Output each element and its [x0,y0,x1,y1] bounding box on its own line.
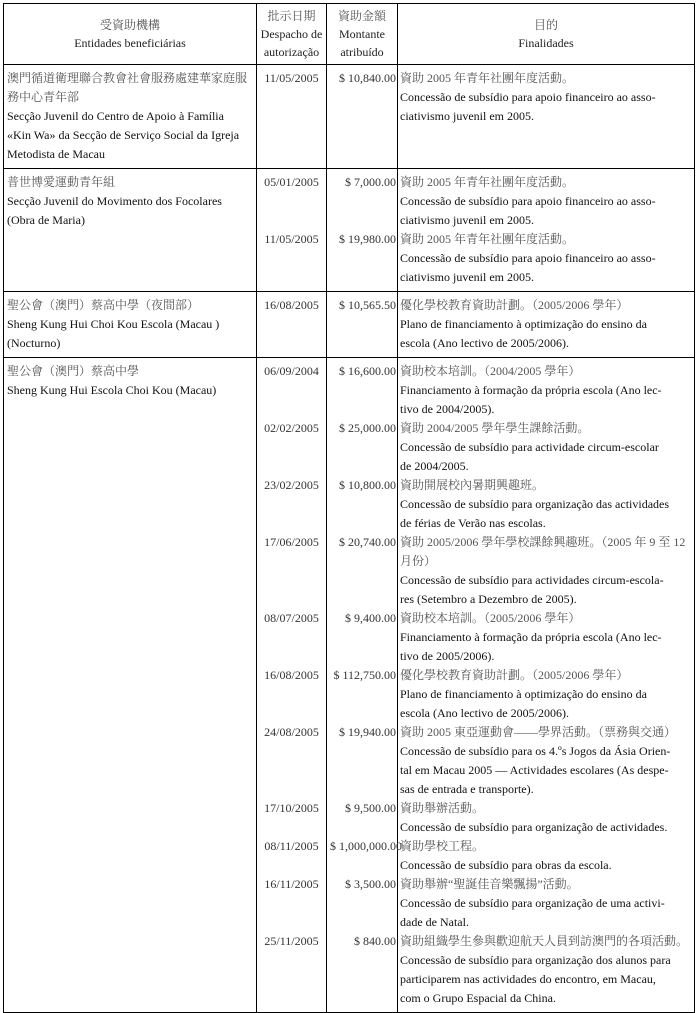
grant-purpose [398,65,695,169]
grant-purpose [398,292,695,358]
grant-date: 24/08/2005 [257,723,327,799]
entity-name-pt: Secção Juvenil do Centro de Apoio à Família [7,109,224,123]
grant-date: 05/01/2005 [257,169,327,231]
table-row [4,358,695,420]
grant-date: 11/05/2005 [257,230,327,292]
purpose-pt: Concessão de subsídio para organização de actividades. [400,820,668,834]
entity-name-pt: (Nocturno) [7,336,61,350]
header-amount-pt-1: Montante [339,27,385,41]
entity-name-zh: 務中心青年部 [7,90,80,104]
grant-amount: $ 10,840.00 [327,65,398,169]
purpose-pt: sas de entrada e transporte). [400,782,534,796]
grant-amount: $ 19,940.00 [327,723,398,799]
header-entity-zh: 受資助機構 [99,18,160,32]
purpose-pt: Concessão de subsídio para organização dos alunos para [400,953,671,967]
grant-date: 08/11/2005 [257,837,327,875]
entity-name-pt: Metodista de Macau [7,147,105,161]
purpose-pt: Financiamento à formação da própria escola (Ano lec- [400,383,662,397]
entity-name-zh: 澳門循道衛理聯合教會社會服務處建華家庭服 [7,71,248,85]
purpose-pt: escola (Ano lectivo de 2005/2006). [400,706,569,720]
grant-amount: $ 7,000.00 [327,169,398,231]
grant-date: 25/11/2005 [257,932,327,1013]
purpose-zh: 資助學校工程。 [400,839,485,853]
purpose-pt: Concessão de subsídio para actividades circum-escola- [400,573,664,587]
purpose-pt: Financiamento à formação da própria escola (Ano lec- [400,630,662,644]
purpose-pt: Concessão de subsídio para os 4.ºs Jogos da Ásia Orien- [400,744,671,758]
purpose-pt: com o Grupo Espacial da China. [400,991,556,1005]
purpose-pt: escola (Ano lectivo de 2005/2006). [400,336,569,350]
header-amount-pt-2: atribuído [340,45,384,59]
grant-purpose [398,533,695,609]
purpose-pt: Concessão de subsídio para actividade circum-escolar [400,440,659,454]
grant-amount: $ 3,500.00 [327,875,398,932]
purpose-pt: de férias de Verão nas escolas. [400,516,546,530]
header-date-pt-2: autorização [263,45,320,59]
table-row [4,169,695,231]
grant-date: 06/09/2004 [257,358,327,420]
entity-name-pt: (Obra de Maria) [7,213,85,227]
grant-date: 16/08/2005 [257,292,327,358]
header-amount-zh: 資助金額 [337,9,386,23]
grant-date: 23/02/2005 [257,476,327,533]
purpose-pt: de 2004/2005. [400,459,469,473]
purpose-zh: 資助 2005 年青年社團年度活動。 [400,71,575,85]
grant-date: 17/06/2005 [257,533,327,609]
grant-purpose [398,358,695,420]
entity-name-zh: 聖公會（澳門）蔡高中學（夜間部） [7,298,200,312]
grant-date: 17/10/2005 [257,799,327,837]
grant-amount: $ 10,565.50 [327,292,398,358]
purpose-pt: ciativismo juvenil em 2005. [400,213,534,227]
entity-name-pt: Secção Juvenil do Movimento dos Focolares [7,194,222,208]
grant-amount: $ 9,500.00 [327,799,398,837]
purpose-zh: 資助開展校內暑期興趣班。 [400,478,545,492]
purpose-zh: 資助組織學生參與歡迎航天人員到訪澳門的各項活動。 [400,934,689,948]
purpose-pt: tal em Macau 2005 — Actividades escolares (As despe- [400,763,669,777]
grant-purpose [398,419,695,476]
grant-purpose [398,230,695,292]
table-body [4,65,695,1013]
header-date [257,4,327,65]
header-date-zh: 批示日期 [267,9,316,23]
grant-date: 16/11/2005 [257,875,327,932]
purpose-zh: 資助校本培訓。（2004/2005 學年） [400,364,581,378]
purpose-zh: 資助 2005 年青年社團年度活動。 [400,175,575,189]
grant-purpose [398,723,695,799]
purpose-pt: ciativismo juvenil em 2005. [400,109,534,123]
purpose-pt: tivo de 2005/2006). [400,649,495,663]
purpose-zh: 優化學校教育資助計劃。（2005/2006 學年） [400,668,629,682]
entity-cell [4,358,257,1013]
purpose-zh: 優化學校教育資助計劃。（2005/2006 學年） [400,298,629,312]
grant-purpose [398,666,695,723]
header-amount [327,4,398,65]
entity-cell [4,65,257,169]
entity-cell [4,292,257,358]
grant-purpose [398,476,695,533]
purpose-zh: 資助 2004/2005 學年學生課餘活動。 [400,421,590,435]
purpose-zh: 資助舉辦活動。 [400,801,485,815]
purpose-pt: Plano de financiamento à optimização do ensino da [400,687,647,701]
grant-date: 02/02/2005 [257,419,327,476]
purpose-pt: tivo de 2004/2005). [400,402,495,416]
purpose-pt: dade de Natal. [400,915,469,929]
purpose-zh: 資助 2005/2006 學年學校課餘興趣班。（2005 年 9 至 12 [400,535,686,549]
header-entity [4,4,257,65]
purpose-zh: 資助 2005 東亞運動會——學界活動。（票務與交通） [400,725,677,739]
entity-name-pt: Sheng Kung Hui Escola Choi Kou (Macau) [7,383,217,397]
purpose-pt: Concessão de subsídio para obras da escola. [400,858,612,872]
entity-name-zh: 普世博愛運動青年組 [7,175,116,189]
entity-cell [4,169,257,292]
header-purpose [398,4,695,65]
grant-date: 16/08/2005 [257,666,327,723]
purpose-zh: 資助 2005 年青年社團年度活動。 [400,232,575,246]
purpose-pt: Concessão de subsídio para organização das actividades [400,497,670,511]
grant-amount: $ 16,600.00 [327,358,398,420]
grant-amount: $ 19,980.00 [327,230,398,292]
entity-name-zh: 聖公會（澳門）蔡高中學 [7,364,140,378]
purpose-pt: Concessão de subsídio para organização de uma activi- [400,896,665,910]
grant-amount: $ 10,800.00 [327,476,398,533]
grant-amount: $ 25,000.00 [327,419,398,476]
grant-purpose [398,875,695,932]
entity-name-pt: Sheng Kung Hui Choi Kou Escola (Macau ) [7,317,220,331]
header-date-pt-1: Despacho de [260,27,323,41]
grant-amount: $ 840.00 [327,932,398,1013]
purpose-pt: ciativismo juvenil em 2005. [400,270,534,284]
grant-purpose [398,609,695,666]
table-header-row [4,4,695,65]
purpose-pt: Concessão de subsídio para apoio financeiro ao asso- [400,251,656,265]
grant-purpose [398,169,695,231]
purpose-pt: participarem nas actividades do encontro, em Macau, [400,972,656,986]
grant-amount: $ 1,000,000.00 [327,837,398,875]
grant-date: 11/05/2005 [257,65,327,169]
purpose-pt: res (Setembro a Dezembro de 2005). [400,592,577,606]
grant-amount: $ 20,740.00 [327,533,398,609]
grant-purpose [398,799,695,837]
header-purpose-zh: 目的 [533,18,558,32]
grant-purpose [398,837,695,875]
grant-amount: $ 112,750.00 [327,666,398,723]
table-row [4,292,695,358]
purpose-pt: Concessão de subsídio para apoio financeiro ao asso- [400,194,656,208]
header-purpose-pt: Finalidades [518,36,574,50]
header-entity-pt: Entidades beneficiárias [74,36,186,50]
table-row [4,65,695,169]
entity-name-pt: «Kin Wa» da Secção de Serviço Social da Igreja [7,128,240,142]
purpose-pt: Plano de financiamento à optimização do ensino da [400,317,647,331]
grant-purpose [398,932,695,1013]
grant-amount: $ 9,400.00 [327,609,398,666]
purpose-pt: Concessão de subsídio para apoio financeiro ao asso- [400,90,656,104]
grant-date: 08/07/2005 [257,609,327,666]
purpose-zh: 月份） [400,554,437,568]
purpose-zh: 資助校本培訓。（2005/2006 學年） [400,611,581,625]
purpose-zh: 資助舉辦“聖誕佳音樂飄揚”活動。 [400,877,579,891]
grants-table [3,3,695,1013]
